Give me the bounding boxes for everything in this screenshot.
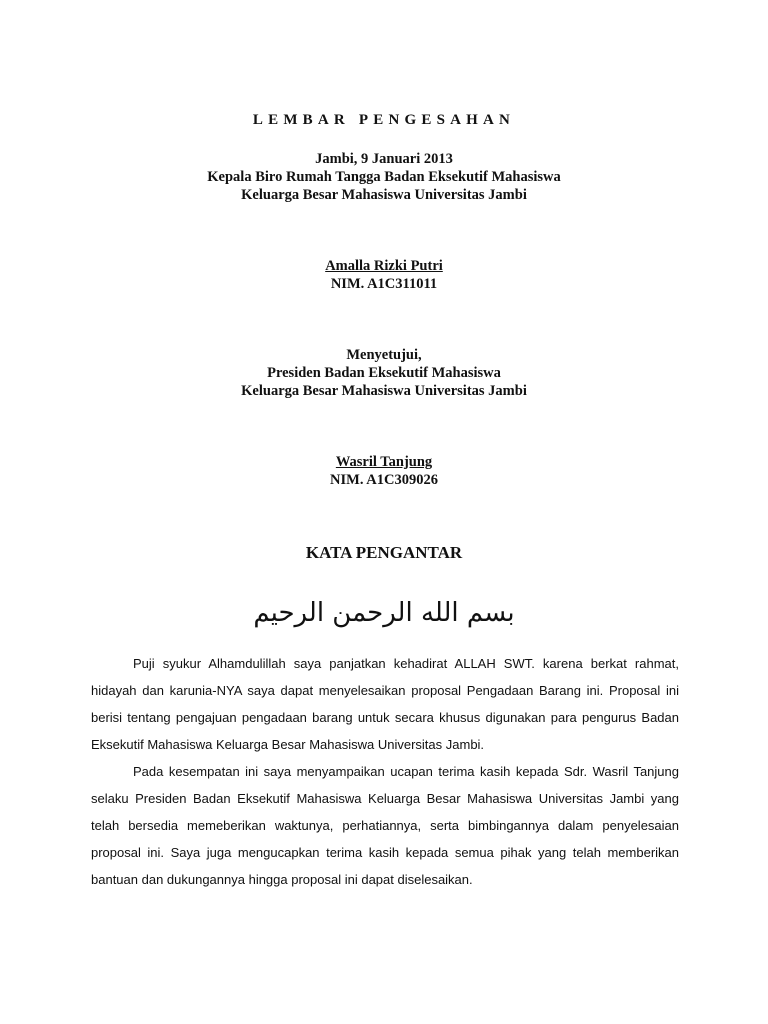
signer2-nim: NIM. A1C309026 (330, 472, 438, 488)
date-line: Jambi, 9 Januari 2013 (315, 151, 453, 167)
signer2-name: Wasril Tanjung (335, 454, 433, 470)
foreword-heading: KATA PENGANTAR (305, 543, 463, 562)
position-line-2: Keluarga Besar Mahasiswa Universitas Jambi (241, 187, 527, 203)
position-line-1: Kepala Biro Rumah Tangga Badan Eksekutif Mahasiswa (207, 169, 561, 185)
signer1-block (0, 257, 768, 293)
approval-title: LEMBAR PENGESAHAN (252, 112, 516, 128)
approve-label: Menyetujui, (346, 347, 422, 363)
approver-block (0, 346, 768, 400)
foreword-paragraph-2: Pada kesempatan ini saya menyampaikan ucapan terima kasih kepada Sdr. Wasril Tanjung selaku Presiden Badan Eksekutif Mahasiswa Keluarga Besar Mahasiswa Universitas Jambi yang telah bersedia memeberikan waktunya, perhatiannya, serta bimbingannya dalam penyelesaian proposal ini. Saya juga mengucapkan terima kasih kepada semua pihak yang telah memberikan bantuan dan dukungannya hingga proposal ini dapat diselesaikan. (91, 764, 679, 887)
signer2-block (0, 453, 768, 489)
basmala-calligraphy: بسم الله الرحمن الرحيم (253, 598, 515, 628)
signer1-nim: NIM. A1C311011 (330, 276, 438, 292)
approver-line-2: Keluarga Besar Mahasiswa Universitas Jambi (241, 383, 527, 399)
foreword-paragraph-1: Puji syukur Alhamdulillah saya panjatkan kehadirat ALLAH SWT. karena berkat rahmat, hidayah dan karunia-NYA saya dapat menyelesaikan proposal Pengadaan Barang ini. Proposal ini berisi tentang pengajuan pengadaan barang untuk secara khusus digunakan para pengurus Badan Eksekutif Mahasiswa Keluarga Besar Mahasiswa Universitas Jambi. (91, 656, 679, 752)
foreword-body (91, 650, 679, 893)
approver-line-1: Presiden Badan Eksekutif Mahasiswa (267, 365, 501, 381)
signer1-name: Amalla Rizki Putri (325, 258, 443, 274)
author-block (0, 150, 768, 204)
